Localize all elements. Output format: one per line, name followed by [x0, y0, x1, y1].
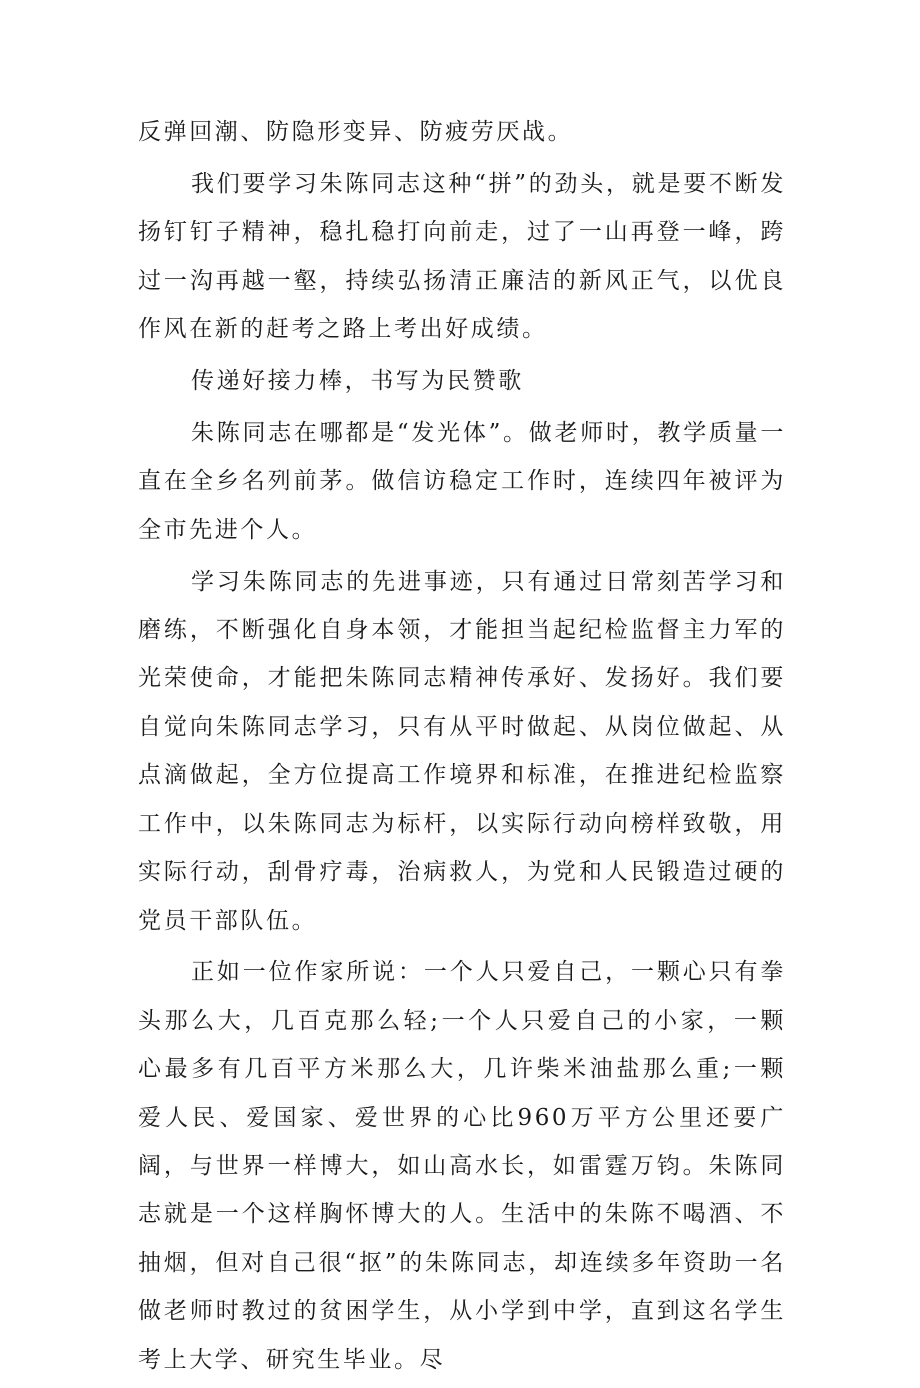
- section-heading: 传递好接力棒，书写为民赞歌: [191, 368, 524, 395]
- paragraph-achievements: 朱陈同志在哪都是“发光体”。做老师时，教学质量一直在全乡名列前茅。做信访稳定工作时，连续四年被评为全市先进个人。: [138, 419, 786, 543]
- paragraph-learning: 学习朱陈同志的先进事迹，只有通过日常刻苦学习和磨练，不断强化自身本领，才能担当起纪检监督主力军的光荣使命，才能把朱陈同志精神传承好、发扬好。我们要自觉向朱陈同志学习，只有从平时做起、从岗位做起、从点滴做起，全方位提高工作境界和标准，在推进纪检监察工作中，以朱陈同志为标杆，以实际行动向榜样致敬，用实际行动，刮骨疗毒，治病救人，为党和人民锻造过硬的党员干部队伍。: [138, 568, 786, 934]
- paragraph-spirit: 我们要学习朱陈同志这种“拼”的劲头，就是要不断发扬钉钉子精神，稳扎稳打向前走，过了一山再登一峰，跨过一沟再越一壑，持续弘扬清正廉洁的新风正气，以优良作风在新的赶考之路上考出好成绩。: [138, 170, 786, 343]
- paragraph-continuation: 反弹回潮、防隐形变异、防疲劳厌战。: [138, 119, 574, 145]
- paragraph-quote: 正如一位作家所说：一个人只爱自己，一颗心只有拳头那么大，几百克那么轻;一个人只爱自己的小家，一颗心最多有几百平方米那么大，几许柴米油盐那么重;一颗爱人民、爱国家、爱世界的心比960万平方公里还要广阔，与世界一样博大，如山高水长，如雷霆万钧。朱陈同志就是一个这样胸怀博大的人。生活中的朱陈不喝酒、不抽烟，但对自己很“抠”的朱陈同志，却连续多年资助一名做老师时教过的贫困学生，从小学到中学，直到这名学生考上大学、研究生毕业。尽: [138, 959, 786, 1373]
- document-body: [138, 108, 786, 1388]
